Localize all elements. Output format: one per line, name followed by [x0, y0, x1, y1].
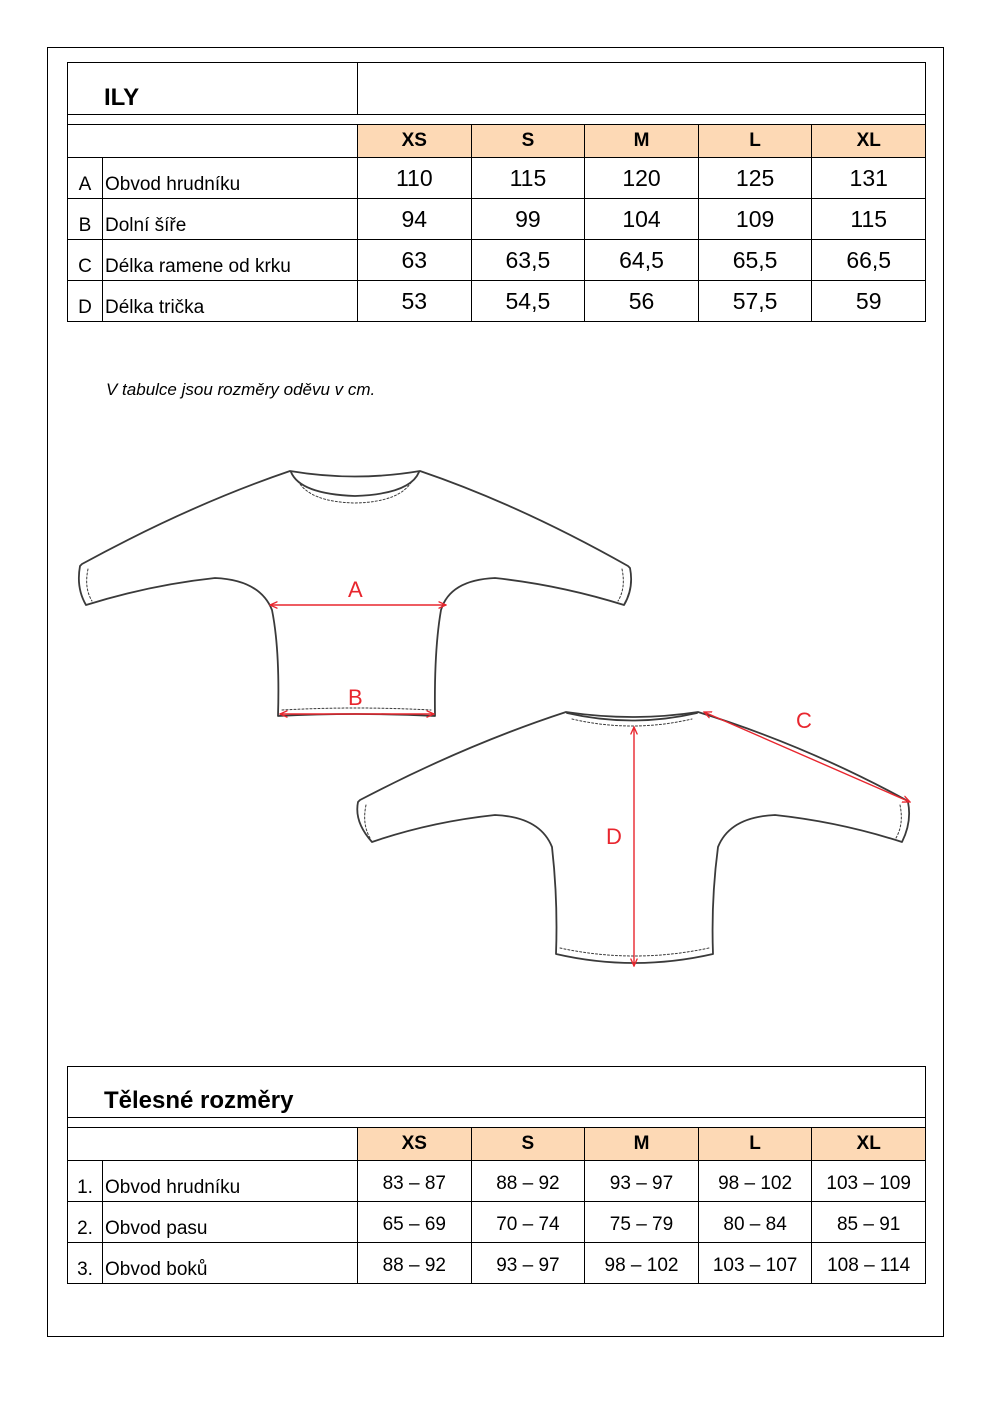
garment-title: ILY	[68, 63, 358, 115]
back-outline	[357, 712, 909, 963]
table-row	[68, 1161, 926, 1202]
size-value: 120	[585, 158, 699, 199]
size-range: 103 – 109	[812, 1161, 926, 1202]
body-size-table	[67, 1066, 926, 1284]
row-label: Délka trička	[103, 281, 358, 322]
row-label: Obvod hrudníku	[103, 1161, 358, 1202]
table-row	[68, 1202, 926, 1243]
size-range: 83 – 87	[358, 1161, 472, 1202]
size-value: 56	[585, 281, 699, 322]
size-value: 63	[358, 240, 472, 281]
size-value: 125	[698, 158, 812, 199]
header-blank-cell	[68, 1128, 358, 1161]
size-header: S	[471, 1128, 585, 1161]
size-header: M	[585, 125, 699, 158]
size-value: 104	[585, 199, 699, 240]
table-row	[68, 1243, 926, 1284]
size-range: 93 – 97	[471, 1243, 585, 1284]
size-value: 131	[812, 158, 926, 199]
size-value: 53	[358, 281, 472, 322]
measure-label-c: C	[796, 708, 812, 733]
size-value: 63,5	[471, 240, 585, 281]
size-value: 99	[471, 199, 585, 240]
size-range: 93 – 97	[585, 1161, 699, 1202]
size-value: 64,5	[585, 240, 699, 281]
size-header: XL	[812, 1128, 926, 1161]
size-value: 54,5	[471, 281, 585, 322]
size-value: 66,5	[812, 240, 926, 281]
row-label: Obvod pasu	[103, 1202, 358, 1243]
size-range: 70 – 74	[471, 1202, 585, 1243]
size-value: 109	[698, 199, 812, 240]
row-key: A	[68, 158, 103, 199]
row-key: 3.	[68, 1243, 103, 1284]
size-header: XS	[358, 125, 472, 158]
size-header: M	[585, 1128, 699, 1161]
size-header: XS	[358, 1128, 472, 1161]
size-header: XL	[812, 125, 926, 158]
row-key: 1.	[68, 1161, 103, 1202]
row-label: Dolní šíře	[103, 199, 358, 240]
size-header: S	[471, 125, 585, 158]
row-label: Délka ramene od krku	[103, 240, 358, 281]
size-value: 57,5	[698, 281, 812, 322]
size-range: 108 – 114	[812, 1243, 926, 1284]
row-key: D	[68, 281, 103, 322]
row-key: C	[68, 240, 103, 281]
size-range: 98 – 102	[585, 1243, 699, 1284]
size-range: 80 – 84	[698, 1202, 812, 1243]
measure-label-a: A	[348, 577, 363, 602]
size-range: 103 – 107	[698, 1243, 812, 1284]
row-label: Obvod boků	[103, 1243, 358, 1284]
size-header: L	[698, 1128, 812, 1161]
row-label: Obvod hrudníku	[103, 158, 358, 199]
size-header: L	[698, 125, 812, 158]
size-value: 65,5	[698, 240, 812, 281]
back-view-sketch	[357, 712, 909, 963]
size-value: 59	[812, 281, 926, 322]
size-value: 94	[358, 199, 472, 240]
measure-label-b: B	[348, 685, 363, 710]
size-value: 115	[471, 158, 585, 199]
spacer-row	[68, 1118, 926, 1128]
measure-label-d: D	[606, 824, 622, 849]
units-note: V tabulce jsou rozměry oděvu v cm.	[106, 380, 376, 399]
size-range: 88 – 92	[471, 1161, 585, 1202]
size-value: 110	[358, 158, 472, 199]
size-range: 98 – 102	[698, 1161, 812, 1202]
size-range: 88 – 92	[358, 1243, 472, 1284]
size-range: 75 – 79	[585, 1202, 699, 1243]
row-key: 2.	[68, 1202, 103, 1243]
size-range: 65 – 69	[358, 1202, 472, 1243]
body-title: Tělesné rozměry	[68, 1067, 926, 1118]
row-key: B	[68, 199, 103, 240]
size-range: 85 – 91	[812, 1202, 926, 1243]
size-value: 115	[812, 199, 926, 240]
